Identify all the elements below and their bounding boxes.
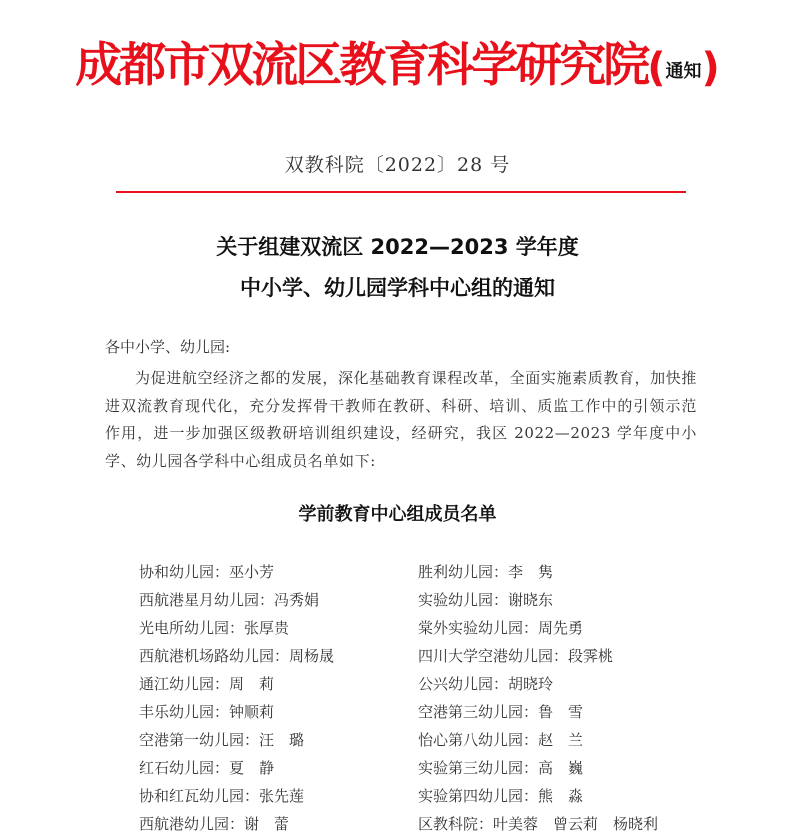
roster-entry-right: 实验幼儿园：谢晓东 — [418, 591, 554, 609]
roster-entry-right: 棠外实验幼儿园：周先勇 — [418, 619, 584, 637]
roster-row — [139, 558, 739, 586]
roster-row — [139, 614, 739, 642]
roster-row — [139, 642, 739, 670]
suffix-close-paren: ) — [701, 45, 720, 91]
roster-entry-left: 西航港星月幼儿园：冯秀娟 — [139, 591, 320, 609]
roster-row — [139, 698, 739, 726]
notice-title-line1: 关于组建双流区 2022—2023 学年度 — [216, 235, 579, 259]
salutation: 各中小学、幼儿园: — [105, 338, 231, 356]
roster-entry-right: 实验第三幼儿园：高 巍 — [418, 759, 584, 777]
roster-row — [139, 810, 739, 838]
roster-entry-right: 怡心第八幼儿园：赵 兰 — [418, 731, 584, 749]
roster-row — [139, 726, 739, 754]
roster-entry-left: 西航港机场路幼儿园：周杨晟 — [139, 647, 335, 665]
roster-entry-left: 通江幼儿园：周 莉 — [139, 675, 275, 693]
roster-entry-left: 丰乐幼儿园：钟顺莉 — [139, 703, 275, 721]
body-paragraph: 为促进航空经济之都的发展，深化基础教育课程改革，全面实施素质教育，加快推进双流教育现代化，充分发挥骨干教师在教研、科研、培训、质监工作中的引领示范作用，进一步加强区级教研培训组织建设，经研究，我区 2022—2023 学年度中小学、幼儿园各学科中心组成员名单如下: — [105, 369, 697, 470]
roster-entry-left: 协和幼儿园：巫小芳 — [139, 563, 275, 581]
roster-entry-left: 空港第一幼儿园：汪 璐 — [139, 731, 305, 749]
roster-entry-left: 红石幼儿园：夏 静 — [139, 759, 275, 777]
notice-type-label: 通知 — [665, 61, 702, 82]
notice-title-line2: 中小学、幼儿园学科中心组的通知 — [240, 276, 555, 300]
red-divider-line — [116, 191, 686, 193]
member-roster — [139, 558, 739, 838]
section-title: 学前教育中心组成员名单 — [298, 504, 497, 525]
roster-entry-right: 空港第三幼儿园：鲁 雪 — [418, 703, 584, 721]
roster-entry-right: 公兴幼儿园：胡晓玲 — [418, 675, 554, 693]
roster-row — [139, 586, 739, 614]
roster-entry-left: 西航港幼儿园：谢 蕾 — [139, 815, 290, 833]
roster-entry-right: 四川大学空港幼儿园：段霁桃 — [418, 647, 614, 665]
header-institution-title — [0, 34, 795, 104]
document-number: 双教科院〔2022〕28 号 — [284, 154, 511, 176]
roster-row — [139, 754, 739, 782]
roster-entry-right: 胜利幼儿园：李 隽 — [418, 563, 554, 581]
roster-entry-left: 光电所幼儿园：张厚贵 — [139, 619, 290, 637]
roster-entry-left: 协和红瓦幼儿园：张先莲 — [139, 787, 305, 805]
roster-entry-right: 区教科院：叶美蓉 曾云莉 杨晓利 — [418, 815, 659, 833]
institution-name: 成都市双流区教育科学研究院 — [75, 38, 648, 93]
roster-row — [139, 670, 739, 698]
roster-entry-right: 实验第四幼儿园：熊 淼 — [418, 787, 584, 805]
roster-row — [139, 782, 739, 810]
suffix-open-paren: ( — [647, 45, 666, 91]
